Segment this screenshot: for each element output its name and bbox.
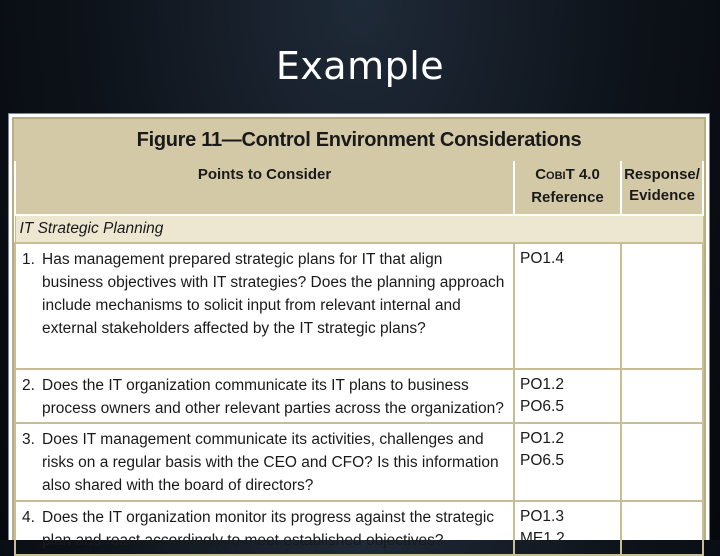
table-row [15,501,703,555]
reference-cell: PO1.4 [514,243,621,369]
slide-title: Example [275,44,445,88]
considerations-table [14,161,704,556]
question-text: Does the IT organization communicate its IT plans to business process owners and other relevant parties across the organization? [42,377,504,417]
question-number: 4. [22,509,35,526]
header-cobit-version: T 4.0 [565,166,600,183]
figure-table-image [8,113,710,549]
header-cobit-c: C [535,166,547,183]
section-label: IT Strategic Planning [15,215,703,243]
table-header-row [15,161,703,215]
question-number: 2. [22,377,35,394]
header-cobit-obi: OBI [546,170,566,182]
evidence-cell [621,243,703,369]
header-points-to-consider: Points to Consider [15,161,514,215]
header-reference-label: Reference [531,189,604,206]
header-cobit-reference [514,161,621,215]
question-cell [15,501,514,555]
question-cell [15,369,514,423]
question-text: Has management prepared strategic plans for IT that align business objectives with IT strategies? Does the planning approach include mechanisms to solicit input from relevant internal and external stakeholders affected by the IT strategic plans? [42,251,505,337]
reference-cell: PO1.2 PO6.5 [514,423,621,501]
question-text: Does the IT organization monitor its progress against the strategic plan and react accordingly to meet established objectives? [42,509,495,549]
question-text: Does IT management communicate its activities, challenges and risks on a regular basis with the CEO and CFO? Is this information also shared with the board of directors? [42,431,499,494]
table-row [15,423,703,501]
question-number: 1. [22,251,35,268]
table-row [15,243,703,369]
evidence-cell [621,423,703,501]
question-cell [15,423,514,501]
header-response-evidence [621,161,703,215]
header-evidence-label: Evidence [629,187,695,204]
reference-cell: PO1.2 PO6.5 [514,369,621,423]
table-row [15,369,703,423]
figure-title: Figure 11—Control Environment Considerations [14,119,704,161]
question-number: 3. [22,431,35,448]
header-response-label: Response/ [624,166,700,183]
question-cell [15,243,514,369]
evidence-cell [621,501,703,555]
reference-cell: PO1.3 ME1.2 [514,501,621,555]
section-row [15,215,703,243]
figure-frame [12,117,706,549]
evidence-cell [621,369,703,423]
